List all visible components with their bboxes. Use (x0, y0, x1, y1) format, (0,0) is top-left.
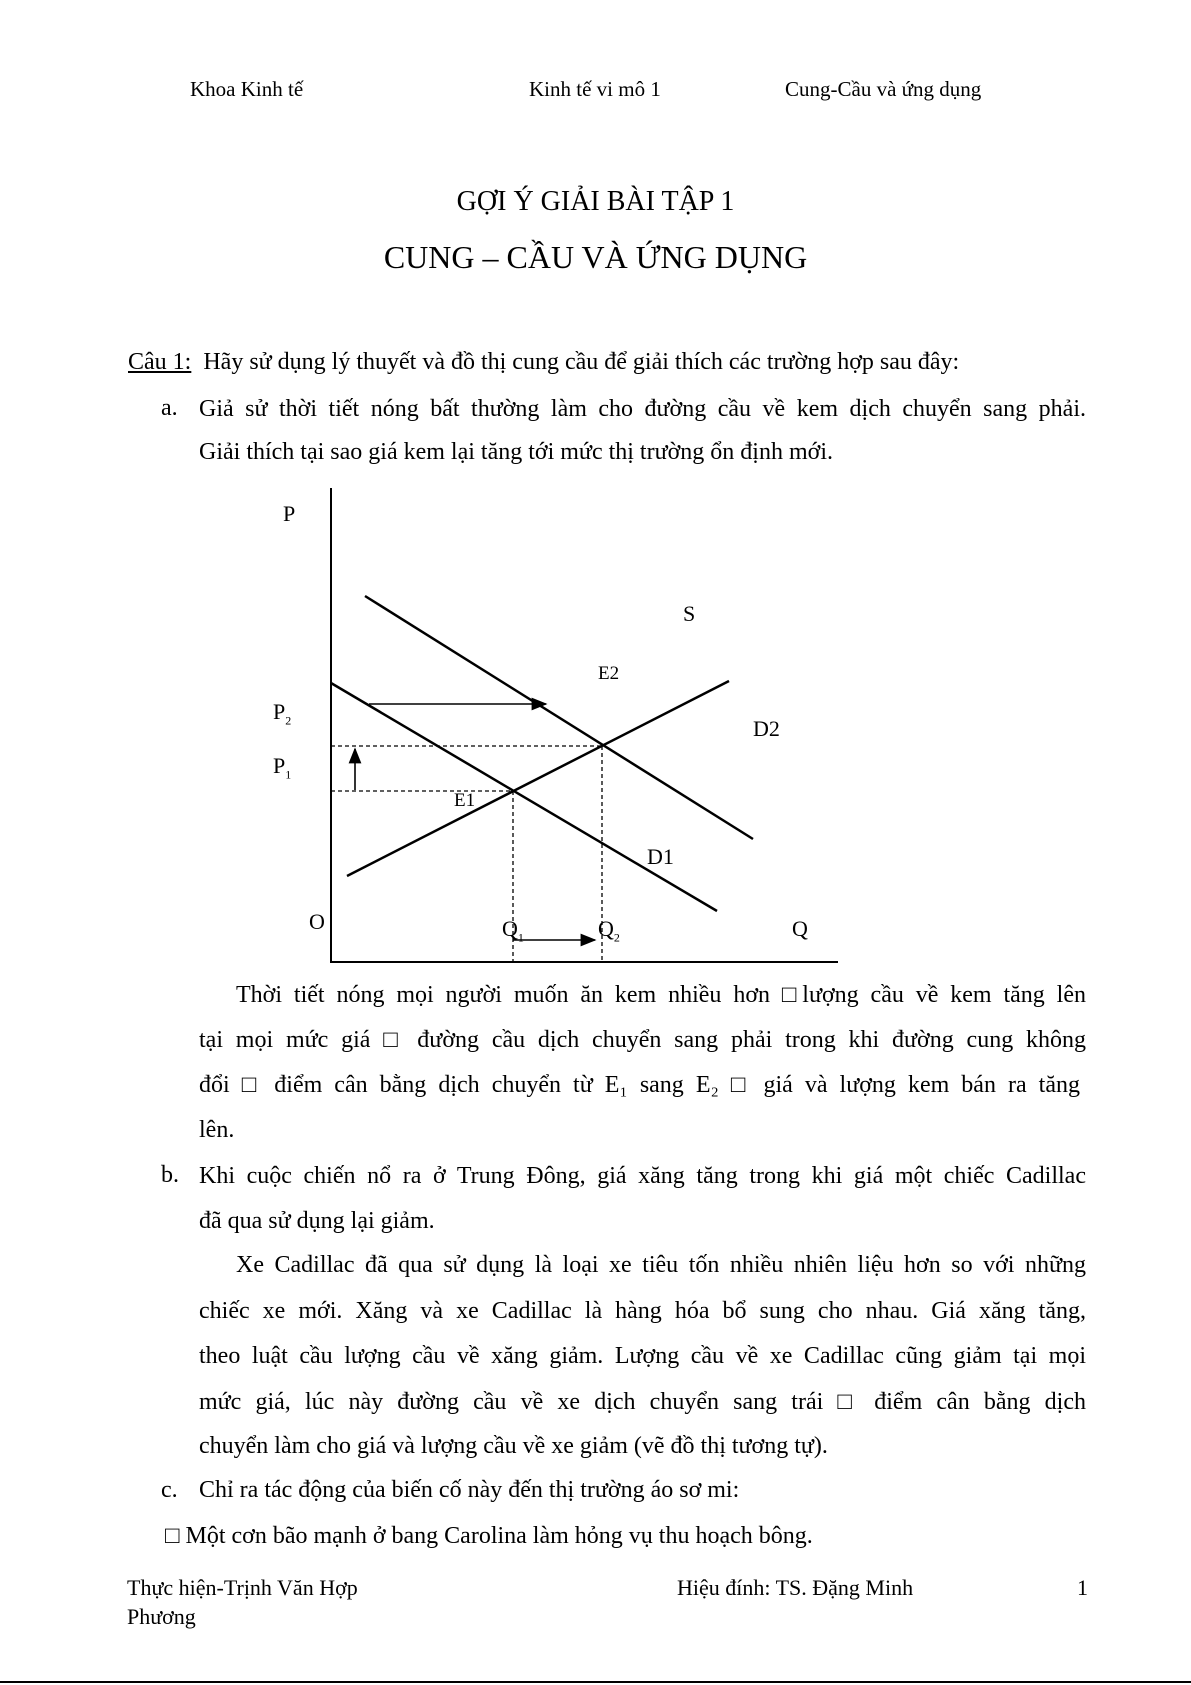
answer-a-line: đổi □ điểm cân bằng dịch chuyển từ E₁ sang E₂ □ giá và lượng kem bán ra tăng (199, 1072, 1080, 1098)
item-a-marker: a. (161, 395, 178, 421)
answer-b-line: mức giá, lúc này đường cầu về xe dịch chuyển sang trái □ điểm cân bằng dịch (199, 1389, 1086, 1415)
item-c-bullet: □ Một cơn bão mạnh ở bang Carolina làm hỏng vụ thu hoạch bông. (165, 1523, 813, 1549)
d1-label: D1 (647, 844, 674, 869)
header-topic: Cung-Cầu và ứng dụng (785, 77, 982, 101)
page-number: 1 (1077, 1575, 1088, 1600)
p1-label: $P_1$ (273, 753, 292, 782)
footer-author-cont: Phương (127, 1604, 196, 1629)
footer-author: Thực hiện-Trịnh Văn Hợp (127, 1575, 358, 1600)
answer-b-line: chuyển làm cho giá và lượng cầu về xe giảm (vẽ đồ thị tương tự). (199, 1433, 828, 1459)
item-c-line: Chỉ ra tác động của biến cố này đến thị trường áo sơ mi: (199, 1477, 740, 1503)
e1-label: E1 (454, 790, 476, 811)
e2-label: E2 (598, 663, 620, 684)
answer-b-line: theo luật cầu lượng cầu về xăng giảm. Lượng cầu về xe Cadillac cũng giảm tại mọi (199, 1343, 1086, 1369)
item-b-marker: b. (161, 1162, 179, 1188)
page-title: GỢI Ý GIẢI BÀI TẬP 1 (456, 186, 735, 217)
answer-b-line: Xe Cadillac đã qua sử dụng là loại xe tiêu tốn nhiều nhiên liệu hơn so với những (236, 1252, 1086, 1278)
item-c-marker: c. (161, 1477, 178, 1503)
answer-a-line: tại mọi mức giá □ đường cầu dịch chuyển sang phải trong khi đường cung không (199, 1027, 1086, 1053)
item-b-line: Khi cuộc chiến nổ ra ở Trung Đông, giá xăng tăng trong khi giá một chiếc Cadillac (199, 1163, 1086, 1189)
item-b-line: đã qua sử dụng lại giảm. (199, 1208, 435, 1234)
header-faculty: Khoa Kinh tế (190, 77, 304, 101)
page-bottom-rule (0, 1681, 1191, 1683)
q1-label: $Q_1$ (502, 916, 524, 945)
page-subtitle: CUNG – CẦU VÀ ỨNG DỤNG (383, 239, 808, 275)
p-axis-label: P (283, 501, 296, 526)
question-text: Hãy sử dụng lý thuyết và đồ thị cung cầu để giải thích các trường hợp sau đây: (203, 349, 960, 375)
p2-label: $P_2$ (273, 699, 292, 728)
item-a-line: Giả sử thời tiết nóng bất thường làm cho đường cầu về kem dịch chuyển sang phải. (199, 396, 1086, 422)
q2-label: $Q_2$ (598, 916, 620, 945)
answer-a-line: lên. (199, 1117, 235, 1143)
supply-label: S (683, 601, 696, 626)
answer-a-line: Thời tiết nóng mọi người muốn ăn kem nhiều hơn □lượng cầu về kem tăng lên (236, 982, 1086, 1008)
question-label: Câu 1: (128, 349, 192, 375)
footer-reviewer: Hiệu đính: TS. Đặng Minh (677, 1575, 914, 1600)
demand-curve-d2 (365, 596, 753, 839)
header-course: Kinh tế vi mô 1 (529, 77, 661, 101)
d2-label: D2 (753, 716, 780, 741)
q-axis-label: Q (792, 916, 808, 941)
item-a-line: Giải thích tại sao giá kem lại tăng tới mức thị trường ổn định mới. (199, 439, 833, 465)
answer-b-line: chiếc xe mới. Xăng và xe Cadillac là hàng hóa bổ sung cho nhau. Giá xăng tăng, (199, 1298, 1086, 1324)
origin-label: O (309, 909, 325, 934)
